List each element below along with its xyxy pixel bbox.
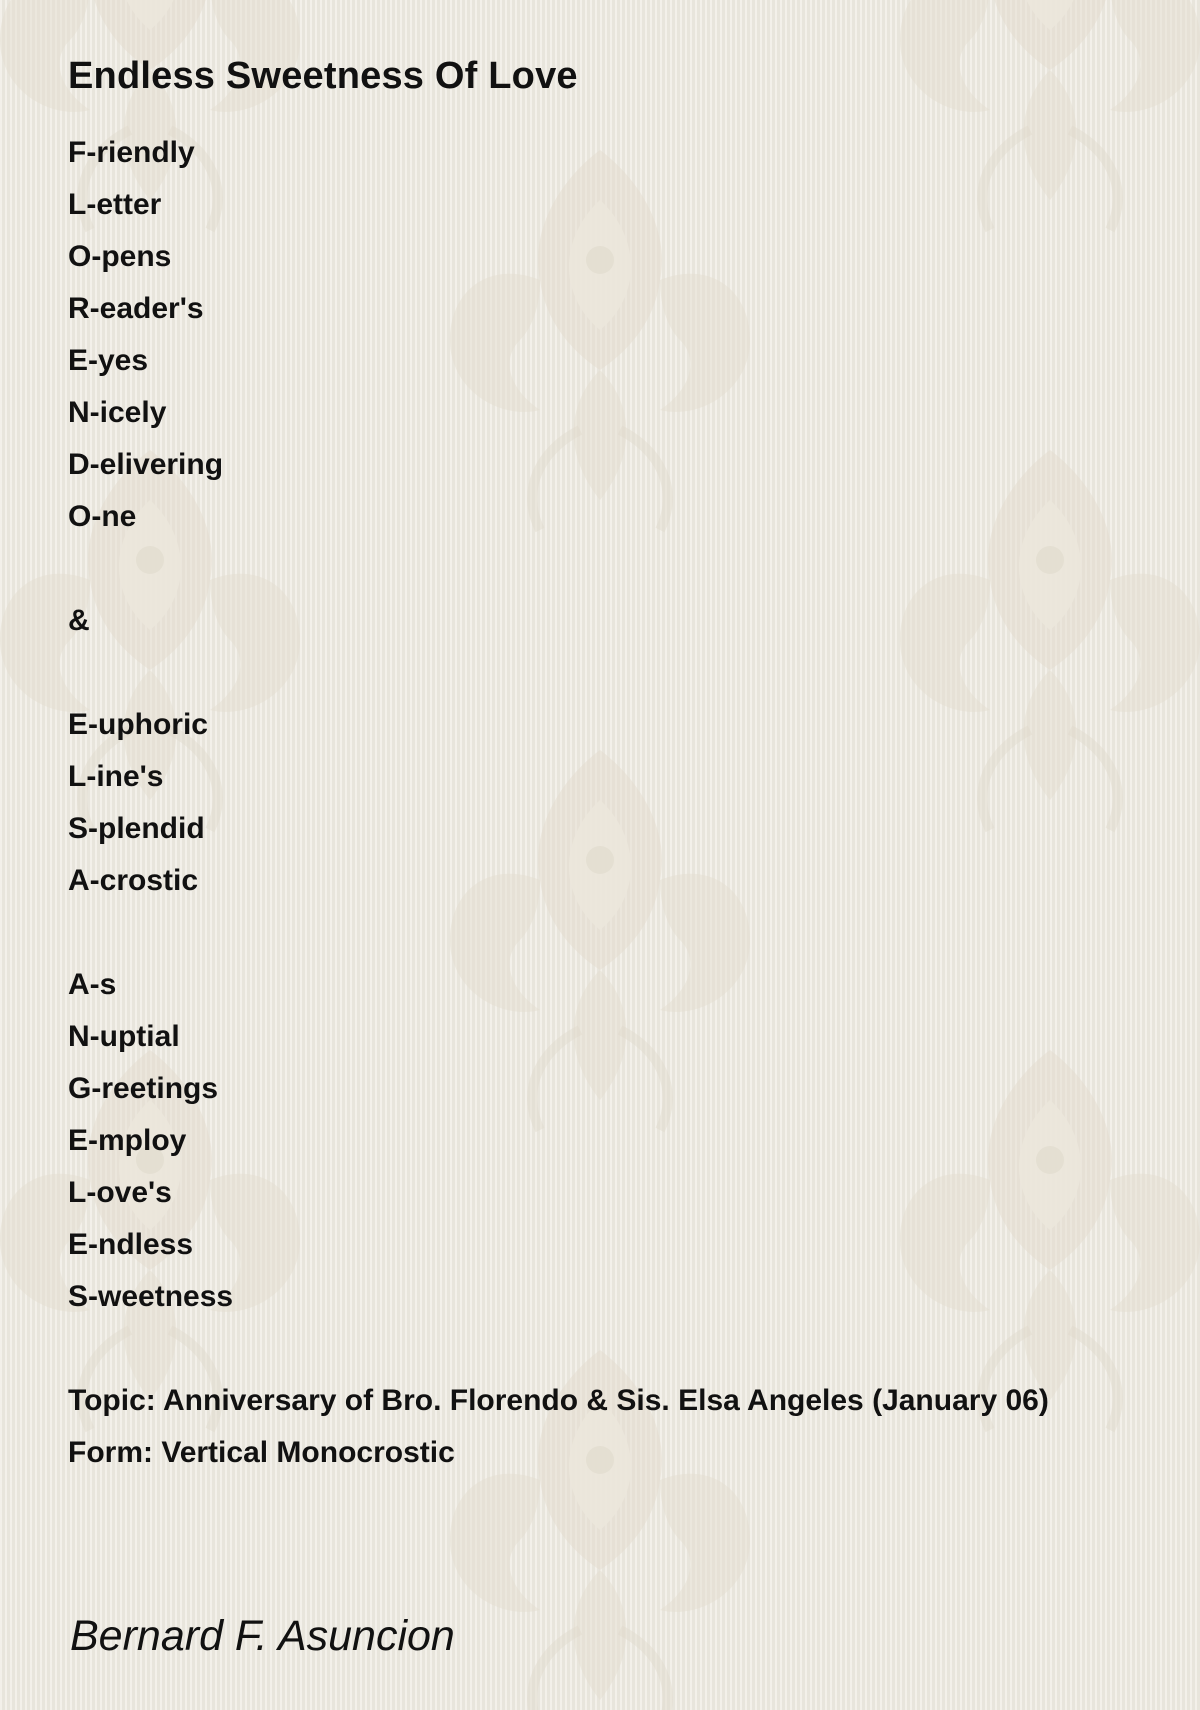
- author-signature: Bernard F. Asuncion: [70, 1612, 455, 1660]
- topic-line: [68, 1375, 1168, 1427]
- poem-line: S-plendid: [68, 812, 205, 845]
- stanza-break: [68, 647, 1168, 699]
- poem-line: N-uptial: [68, 1020, 180, 1053]
- poem-line: G-reetings: [68, 1072, 219, 1105]
- poem-line: &: [68, 604, 90, 637]
- poem-line: E-uphoric: [68, 708, 208, 741]
- poem-line: N-icely: [68, 396, 167, 429]
- poem-line: O-pens: [68, 240, 172, 273]
- topic-value: Anniversary of Bro. Florendo & Sis. Elsa Angeles (January 06): [163, 1384, 1049, 1417]
- poem-line: R-eader's: [68, 292, 204, 325]
- poem-line: D-elivering: [68, 448, 224, 481]
- stanza-break: [68, 543, 1168, 595]
- topic-label: Topic:: [68, 1384, 156, 1417]
- poem-line: O-ne: [68, 500, 137, 533]
- poem-line: E-ndless: [68, 1228, 194, 1261]
- poem-line: L-ine's: [68, 760, 164, 793]
- form-value: Vertical Monocrostic: [161, 1436, 455, 1469]
- poem-body: [68, 127, 1168, 1323]
- poem-page: [68, 50, 1168, 1479]
- poem-line: F-riendly: [68, 136, 195, 169]
- poem-line: A-s: [68, 968, 117, 1001]
- poem-line: E-mploy: [68, 1124, 187, 1157]
- poem-line: A-crostic: [68, 864, 199, 897]
- poem-line: L-etter: [68, 188, 162, 221]
- poem-line: L-ove's: [68, 1176, 172, 1209]
- poem-meta: [68, 1375, 1168, 1479]
- poem-line: E-yes: [68, 344, 149, 377]
- form-line: [68, 1427, 1168, 1479]
- poem-line: S-weetness: [68, 1280, 234, 1313]
- form-label: Form:: [68, 1436, 153, 1469]
- stanza-break: [68, 907, 1168, 959]
- poem-title: Endless Sweetness Of Love: [68, 55, 578, 97]
